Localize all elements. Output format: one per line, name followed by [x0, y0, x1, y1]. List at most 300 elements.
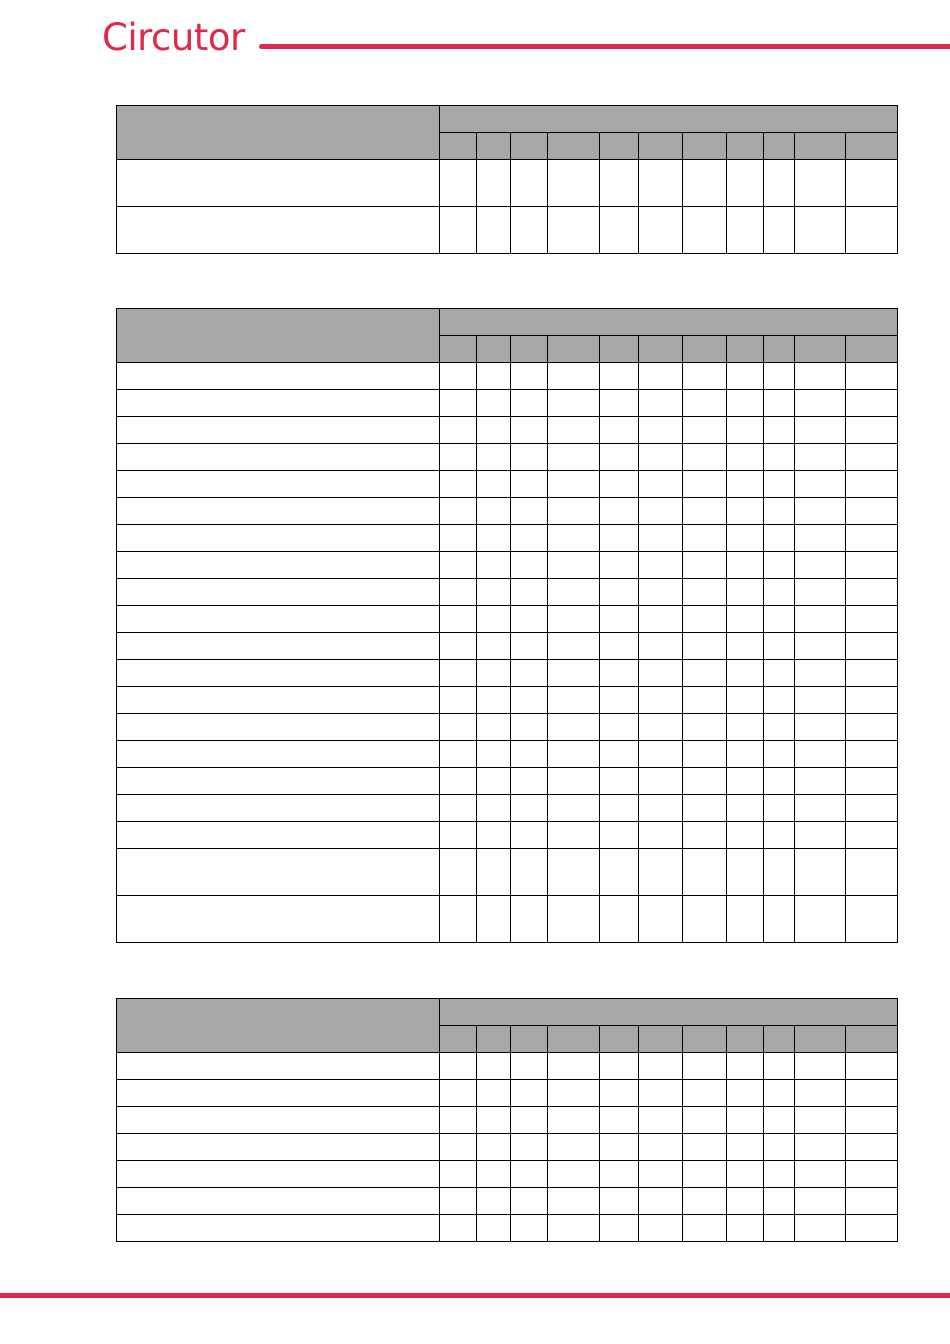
header-sub-cell: [440, 336, 477, 363]
value-cell: [726, 552, 763, 579]
value-cell: [845, 498, 897, 525]
value-cell: [511, 822, 548, 849]
value-cell: [845, 795, 897, 822]
value-cell: [845, 552, 897, 579]
value-cell: [726, 795, 763, 822]
value-cell: [726, 390, 763, 417]
table-row: [117, 417, 898, 444]
header-sub-cell: [845, 1026, 897, 1053]
value-cell: [845, 741, 897, 768]
table-row: [117, 741, 898, 768]
value-cell: [763, 660, 794, 687]
value-cell: [794, 579, 845, 606]
value-cell: [548, 1053, 600, 1080]
value-cell: [477, 498, 511, 525]
header-group-cell: [440, 106, 898, 133]
row-label-cell: [117, 444, 440, 471]
value-cell: [511, 633, 548, 660]
value-cell: [440, 417, 477, 444]
value-cell: [845, 525, 897, 552]
value-cell: [763, 849, 794, 896]
header-sub-cell: [763, 1026, 794, 1053]
value-cell: [763, 160, 794, 207]
value-cell: [682, 390, 726, 417]
value-cell: [440, 160, 477, 207]
value-cell: [511, 552, 548, 579]
value-cell: [511, 660, 548, 687]
value-cell: [477, 444, 511, 471]
value-cell: [477, 660, 511, 687]
row-label-cell: [117, 822, 440, 849]
value-cell: [440, 633, 477, 660]
value-cell: [511, 160, 548, 207]
value-cell: [548, 1107, 600, 1134]
value-cell: [638, 1053, 682, 1080]
value-cell: [477, 1134, 511, 1161]
value-cell: [511, 363, 548, 390]
header-sub-cell: [548, 1026, 600, 1053]
value-cell: [845, 444, 897, 471]
value-cell: [440, 822, 477, 849]
value-cell: [682, 795, 726, 822]
row-label-cell: [117, 660, 440, 687]
value-cell: [638, 687, 682, 714]
value-cell: [477, 363, 511, 390]
value-cell: [794, 822, 845, 849]
value-cell: [548, 1188, 600, 1215]
value-cell: [794, 1215, 845, 1242]
value-cell: [682, 417, 726, 444]
value-cell: [763, 1134, 794, 1161]
value-cell: [638, 390, 682, 417]
header-sub-cell: [477, 336, 511, 363]
value-cell: [600, 1161, 638, 1188]
value-cell: [726, 687, 763, 714]
row-label-cell: [117, 896, 440, 943]
value-cell: [794, 207, 845, 254]
value-cell: [511, 417, 548, 444]
value-cell: [548, 849, 600, 896]
value-cell: [600, 606, 638, 633]
table-row: [117, 849, 898, 896]
value-cell: [477, 606, 511, 633]
value-cell: [682, 552, 726, 579]
row-label-cell: [117, 579, 440, 606]
header-sub-cell: [638, 1026, 682, 1053]
value-cell: [600, 160, 638, 207]
table-row: [117, 363, 898, 390]
header-sub-cell: [726, 1026, 763, 1053]
value-cell: [440, 1053, 477, 1080]
value-cell: [600, 207, 638, 254]
value-cell: [600, 714, 638, 741]
value-cell: [477, 1080, 511, 1107]
value-cell: [845, 768, 897, 795]
value-cell: [794, 160, 845, 207]
value-cell: [638, 795, 682, 822]
value-cell: [477, 390, 511, 417]
value-cell: [845, 1107, 897, 1134]
value-cell: [794, 525, 845, 552]
value-cell: [763, 741, 794, 768]
value-cell: [682, 606, 726, 633]
value-cell: [511, 795, 548, 822]
value-cell: [511, 390, 548, 417]
value-cell: [763, 714, 794, 741]
value-cell: [477, 160, 511, 207]
table-row: [117, 606, 898, 633]
value-cell: [682, 363, 726, 390]
value-cell: [477, 552, 511, 579]
value-cell: [845, 1134, 897, 1161]
table-row: [117, 1080, 898, 1107]
value-cell: [477, 525, 511, 552]
value-cell: [511, 1188, 548, 1215]
value-cell: [763, 768, 794, 795]
value-cell: [511, 1215, 548, 1242]
value-cell: [763, 633, 794, 660]
value-cell: [682, 1053, 726, 1080]
value-cell: [600, 1134, 638, 1161]
table-row: [117, 1053, 898, 1080]
header-group-cell: [440, 999, 898, 1026]
value-cell: [511, 741, 548, 768]
value-cell: [511, 1080, 548, 1107]
value-cell: [794, 741, 845, 768]
value-cell: [600, 390, 638, 417]
value-cell: [477, 768, 511, 795]
value-cell: [682, 471, 726, 498]
value-cell: [682, 525, 726, 552]
header-sub-cell: [682, 336, 726, 363]
value-cell: [682, 1215, 726, 1242]
value-cell: [638, 822, 682, 849]
value-cell: [548, 1215, 600, 1242]
header-sub-cell: [511, 1026, 548, 1053]
table-row: [117, 1188, 898, 1215]
value-cell: [726, 768, 763, 795]
value-cell: [440, 1134, 477, 1161]
row-label-cell: [117, 687, 440, 714]
header-sub-cell: [726, 336, 763, 363]
value-cell: [638, 363, 682, 390]
value-cell: [845, 1161, 897, 1188]
value-cell: [845, 363, 897, 390]
table-row: [117, 633, 898, 660]
row-label-cell: [117, 390, 440, 417]
value-cell: [440, 207, 477, 254]
value-cell: [548, 768, 600, 795]
value-cell: [845, 849, 897, 896]
value-cell: [763, 795, 794, 822]
value-cell: [682, 741, 726, 768]
value-cell: [600, 1188, 638, 1215]
value-cell: [763, 606, 794, 633]
value-cell: [726, 417, 763, 444]
header-sub-cell: [794, 133, 845, 160]
row-label-cell: [117, 498, 440, 525]
value-cell: [511, 444, 548, 471]
value-cell: [511, 896, 548, 943]
value-cell: [794, 1161, 845, 1188]
header-sub-cell: [511, 133, 548, 160]
value-cell: [638, 741, 682, 768]
value-cell: [511, 1107, 548, 1134]
value-cell: [440, 1161, 477, 1188]
value-cell: [600, 498, 638, 525]
value-cell: [548, 795, 600, 822]
value-cell: [511, 525, 548, 552]
value-cell: [548, 822, 600, 849]
value-cell: [763, 579, 794, 606]
row-label-cell: [117, 606, 440, 633]
value-cell: [763, 1161, 794, 1188]
value-cell: [638, 768, 682, 795]
row-label-cell: [117, 768, 440, 795]
value-cell: [763, 498, 794, 525]
value-cell: [511, 207, 548, 254]
value-cell: [726, 207, 763, 254]
value-cell: [600, 822, 638, 849]
value-cell: [845, 606, 897, 633]
value-cell: [682, 579, 726, 606]
value-cell: [440, 768, 477, 795]
header-sub-cell: [548, 133, 600, 160]
table-row: [117, 822, 898, 849]
value-cell: [794, 1188, 845, 1215]
table-row: [117, 660, 898, 687]
value-cell: [794, 1134, 845, 1161]
value-cell: [726, 1134, 763, 1161]
value-cell: [511, 849, 548, 896]
value-cell: [440, 849, 477, 896]
value-cell: [794, 444, 845, 471]
value-cell: [845, 417, 897, 444]
value-cell: [845, 896, 897, 943]
value-cell: [726, 1215, 763, 1242]
value-cell: [477, 849, 511, 896]
value-cell: [548, 741, 600, 768]
table-row: [117, 471, 898, 498]
value-cell: [638, 633, 682, 660]
value-cell: [763, 471, 794, 498]
header-group-cell: [440, 309, 898, 336]
value-cell: [638, 1134, 682, 1161]
value-cell: [794, 390, 845, 417]
value-cell: [548, 1161, 600, 1188]
value-cell: [440, 444, 477, 471]
header-label-cell: [117, 309, 440, 363]
header-row: [117, 106, 898, 133]
header-sub-cell: [477, 1026, 511, 1053]
value-cell: [845, 687, 897, 714]
header-sub-cell: [548, 336, 600, 363]
value-cell: [845, 714, 897, 741]
value-cell: [845, 633, 897, 660]
value-cell: [600, 896, 638, 943]
value-cell: [548, 498, 600, 525]
value-cell: [794, 1080, 845, 1107]
value-cell: [477, 714, 511, 741]
value-cell: [477, 417, 511, 444]
value-cell: [763, 444, 794, 471]
value-cell: [600, 1053, 638, 1080]
value-cell: [763, 390, 794, 417]
value-cell: [726, 660, 763, 687]
value-cell: [845, 471, 897, 498]
value-cell: [600, 525, 638, 552]
value-cell: [682, 687, 726, 714]
value-cell: [440, 896, 477, 943]
header-sub-cell: [682, 1026, 726, 1053]
header-sub-cell: [477, 133, 511, 160]
row-label-cell: [117, 1215, 440, 1242]
value-cell: [845, 1215, 897, 1242]
header-sub-cell: [600, 1026, 638, 1053]
value-cell: [794, 768, 845, 795]
table-row: [117, 1134, 898, 1161]
value-cell: [440, 1188, 477, 1215]
header-sub-cell: [440, 133, 477, 160]
table-row: [117, 1215, 898, 1242]
value-cell: [638, 471, 682, 498]
value-cell: [682, 633, 726, 660]
value-cell: [726, 633, 763, 660]
value-cell: [794, 606, 845, 633]
header-row: [117, 999, 898, 1026]
row-label-cell: [117, 552, 440, 579]
value-cell: [440, 606, 477, 633]
value-cell: [477, 633, 511, 660]
value-cell: [511, 1134, 548, 1161]
value-cell: [638, 660, 682, 687]
value-cell: [600, 687, 638, 714]
table-row: [117, 525, 898, 552]
row-label-cell: [117, 160, 440, 207]
value-cell: [638, 896, 682, 943]
header-row: [117, 309, 898, 336]
value-cell: [548, 633, 600, 660]
value-cell: [726, 160, 763, 207]
value-cell: [845, 579, 897, 606]
value-cell: [682, 849, 726, 896]
value-cell: [845, 822, 897, 849]
value-cell: [794, 498, 845, 525]
header-label-cell: [117, 106, 440, 160]
value-cell: [511, 606, 548, 633]
value-cell: [548, 1134, 600, 1161]
value-cell: [726, 444, 763, 471]
value-cell: [600, 795, 638, 822]
value-cell: [638, 160, 682, 207]
value-cell: [440, 390, 477, 417]
value-cell: [682, 822, 726, 849]
value-cell: [548, 896, 600, 943]
row-label-cell: [117, 795, 440, 822]
value-cell: [682, 498, 726, 525]
value-cell: [726, 525, 763, 552]
value-cell: [511, 498, 548, 525]
header-sub-cell: [600, 336, 638, 363]
value-cell: [600, 1080, 638, 1107]
row-label-cell: [117, 417, 440, 444]
value-cell: [638, 1188, 682, 1215]
value-cell: [763, 896, 794, 943]
value-cell: [548, 714, 600, 741]
value-cell: [794, 849, 845, 896]
value-cell: [548, 417, 600, 444]
value-cell: [548, 160, 600, 207]
value-cell: [477, 1107, 511, 1134]
header-sub-cell: [511, 336, 548, 363]
value-cell: [845, 1080, 897, 1107]
header-sub-cell: [638, 133, 682, 160]
value-cell: [726, 849, 763, 896]
value-cell: [600, 741, 638, 768]
value-cell: [440, 687, 477, 714]
table-row: [117, 1161, 898, 1188]
value-cell: [794, 896, 845, 943]
row-label-cell: [117, 1188, 440, 1215]
value-cell: [763, 1215, 794, 1242]
value-cell: [763, 1053, 794, 1080]
row-label-cell: [117, 1080, 440, 1107]
value-cell: [638, 849, 682, 896]
value-cell: [440, 795, 477, 822]
value-cell: [794, 471, 845, 498]
value-cell: [794, 687, 845, 714]
value-cell: [477, 1053, 511, 1080]
value-cell: [682, 1188, 726, 1215]
value-cell: [600, 552, 638, 579]
table-3: [116, 998, 898, 1242]
value-cell: [548, 606, 600, 633]
value-cell: [440, 552, 477, 579]
row-label-cell: [117, 849, 440, 896]
value-cell: [845, 1188, 897, 1215]
value-cell: [440, 741, 477, 768]
value-cell: [548, 687, 600, 714]
value-cell: [682, 207, 726, 254]
value-cell: [845, 1053, 897, 1080]
value-cell: [548, 207, 600, 254]
table-row: [117, 1107, 898, 1134]
value-cell: [477, 471, 511, 498]
value-cell: [511, 714, 548, 741]
value-cell: [440, 1107, 477, 1134]
row-label-cell: [117, 1107, 440, 1134]
value-cell: [763, 207, 794, 254]
value-cell: [477, 1188, 511, 1215]
value-cell: [548, 444, 600, 471]
row-label-cell: [117, 363, 440, 390]
value-cell: [638, 552, 682, 579]
value-cell: [477, 822, 511, 849]
value-cell: [477, 1161, 511, 1188]
table-row: [117, 896, 898, 943]
value-cell: [638, 417, 682, 444]
row-label-cell: [117, 1053, 440, 1080]
header-label-cell: [117, 999, 440, 1053]
value-cell: [682, 1107, 726, 1134]
value-cell: [726, 741, 763, 768]
header-sub-cell: [763, 133, 794, 160]
value-cell: [638, 714, 682, 741]
value-cell: [845, 207, 897, 254]
value-cell: [726, 471, 763, 498]
table-row: [117, 579, 898, 606]
value-cell: [477, 687, 511, 714]
